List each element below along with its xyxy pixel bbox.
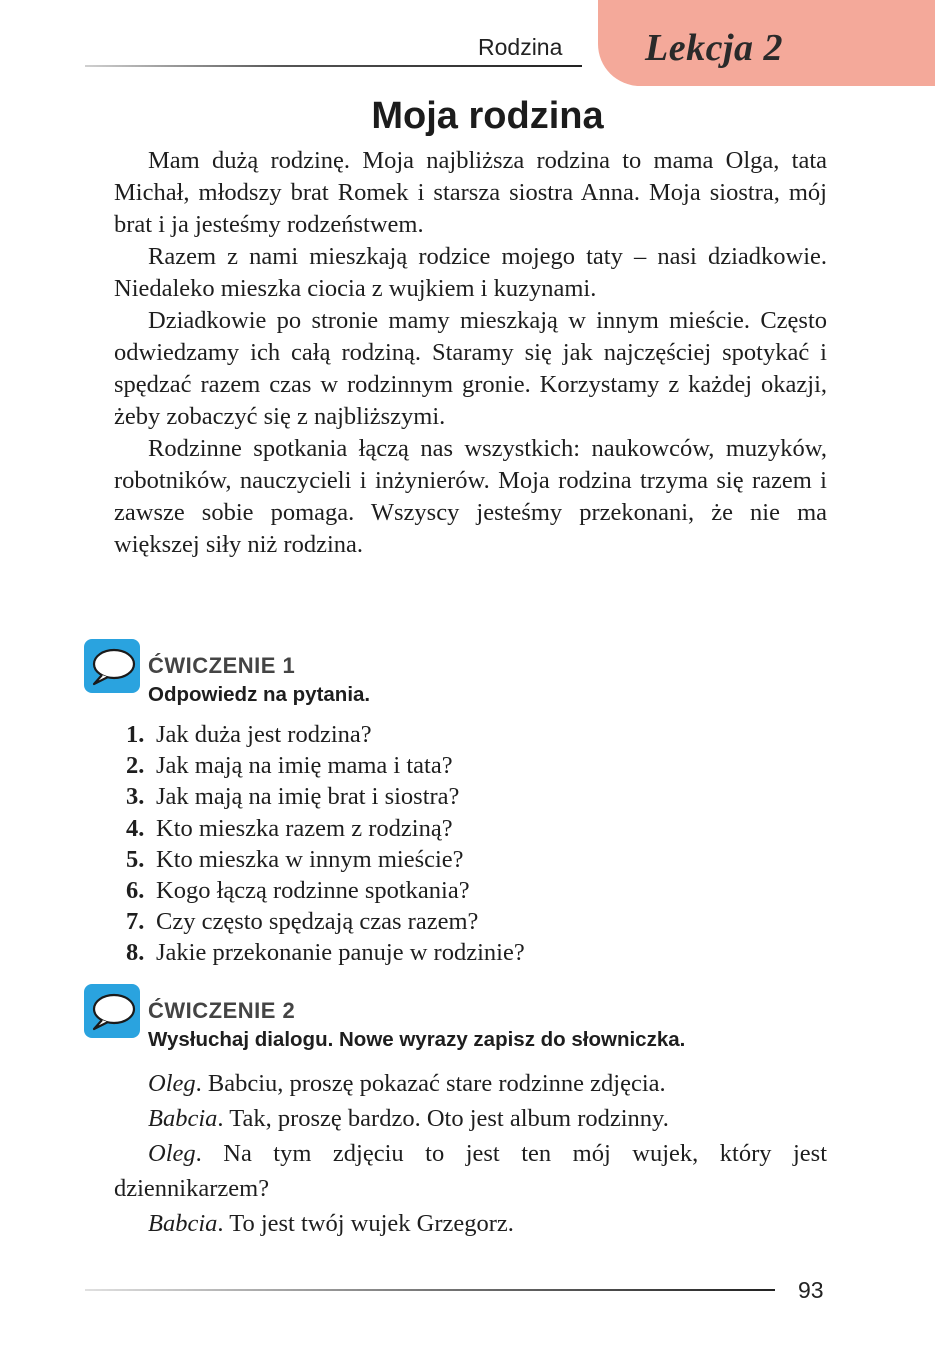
question-number: 5. <box>126 845 145 873</box>
page-title: Moja rodzina <box>371 95 604 137</box>
question-number: 3. <box>126 783 145 811</box>
speaker-name: Oleg <box>148 1140 196 1167</box>
paragraph: Razem z nami mieszkają rodzice mojego taty – nasi dziadkowie. Niedaleko mieszka ciocia z wujkiem i kuzynami. <box>114 243 827 302</box>
list-item <box>126 844 525 875</box>
list-item <box>126 906 525 937</box>
speech-bubble-icon <box>84 984 140 1038</box>
question-number: 6. <box>126 877 145 905</box>
question-text: Jakie przekonanie panuje w rodzinie? <box>156 939 525 967</box>
dialog-text: . Na tym zdjęciu to jest ten mój wujek, który jest dziennikarzem? <box>114 1140 827 1202</box>
lesson-title: Lekcja 2 <box>645 27 784 69</box>
question-number: 8. <box>126 939 145 967</box>
exercise-instruction: Odpowiedz na pytania. <box>148 683 371 706</box>
dialog <box>114 1066 827 1241</box>
header-divider <box>85 65 582 67</box>
question-list <box>126 719 525 969</box>
speaker-name: Babcia <box>148 1210 218 1237</box>
dialog-text: . To jest twój wujek Grzegorz. <box>217 1210 514 1237</box>
question-text: Jak mają na imię mama i tata? <box>156 752 453 780</box>
list-item <box>126 750 525 781</box>
list-item <box>126 937 525 968</box>
question-text: Czy często spędzają czas razem? <box>156 908 479 936</box>
dialog-text: . Babciu, proszę pokazać stare rodzinne zdjęcia. <box>195 1070 666 1097</box>
dialog-line <box>114 1206 827 1241</box>
question-text: Kto mieszka w innym mieście? <box>156 845 464 873</box>
question-number: 1. <box>126 721 145 748</box>
exercise-label: ĆWICZENIE 2 <box>148 998 296 1023</box>
list-item <box>126 813 525 844</box>
question-text: Jak mają na imię brat i siostra? <box>156 783 460 811</box>
dialog-text: . Tak, proszę bardzo. Oto jest album rodzinny. <box>217 1105 669 1132</box>
question-number: 7. <box>126 908 145 936</box>
paragraph: Dziadkowie po stronie mamy mieszkają w innym mieście. Często odwiedzamy ich całą rodziną. Staramy się jak najczęściej spotykać i spędzać razem czas w rodzinnym gronie. Korzystamy z każdej okazji, żeby zobaczyć się z najbliższymi. <box>114 307 827 430</box>
speech-bubble-icon <box>84 639 140 693</box>
question-number: 4. <box>126 814 145 842</box>
question-text: Kogo łączą rodzinne spotkania? <box>156 877 470 905</box>
reading-text <box>114 145 827 561</box>
exercise-label: ĆWICZENIE 1 <box>148 653 296 678</box>
list-item <box>126 719 525 750</box>
list-item <box>126 875 525 906</box>
section-title: Rodzina <box>478 34 563 60</box>
dialog-line <box>114 1066 827 1101</box>
question-text: Kto mieszka razem z rodziną? <box>156 814 453 842</box>
list-item <box>126 781 525 812</box>
dialog-line <box>114 1136 827 1206</box>
exercise-instruction: Wysłuchaj dialogu. Nowe wyrazy zapisz do słowniczka. <box>148 1028 686 1051</box>
dialog-line <box>114 1101 827 1136</box>
page-number: 93 <box>798 1277 824 1303</box>
speaker-name: Oleg <box>148 1070 196 1097</box>
question-number: 2. <box>126 752 145 780</box>
speaker-name: Babcia <box>148 1105 218 1132</box>
footer-divider <box>85 1289 775 1291</box>
question-text: Jak duża jest rodzina? <box>156 721 372 748</box>
paragraph: Rodzinne spotkania łączą nas wszystkich: naukowców, muzyków, robotników, nauczycieli i inżynierów. Moja rodzina trzyma się razem i zawsze sobie pomaga. Wszyscy jesteśmy przekonani, że nie ma większej siły niż rodzina. <box>114 435 827 558</box>
paragraph: Mam dużą rodzinę. Moja najbliższa rodzina to mama Olga, tata Michał, młodszy brat Romek i starsza siostra Anna. Moja siostra, mój brat i ja jesteśmy rodzeństwem. <box>114 147 827 238</box>
